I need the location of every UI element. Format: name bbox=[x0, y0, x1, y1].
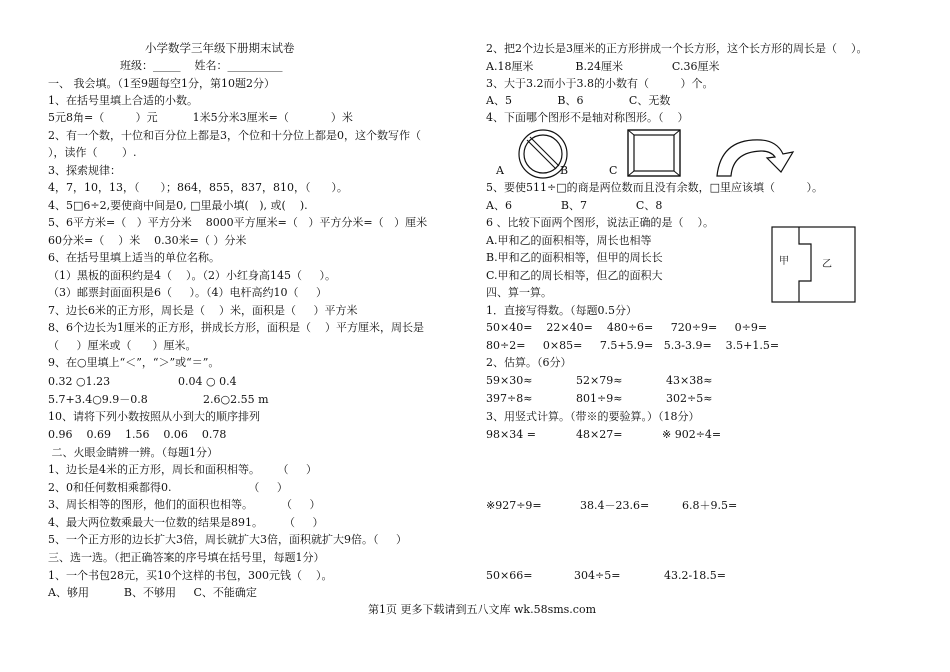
s1-q2-line1: 2、有一个数，十位和百分位上都是3，个位和十分位上都是0，这个数写作（ bbox=[48, 129, 421, 142]
s1-q9-a1: 0.32 ○1.23 bbox=[48, 375, 111, 388]
s2-q5: 5、一个正方形的边长扩大3倍，周长就扩大3倍，面积就扩大9倍。（ ） bbox=[48, 533, 407, 546]
s4-c2: 2、估算。（6分） bbox=[486, 356, 572, 369]
s2-q3: 3、周长相等的图形，他们的面积也相等。 （ ） bbox=[48, 498, 321, 511]
s1-q4: 4、5□6÷2,要使商中间是0, □里最小填( ), 或( ). bbox=[48, 199, 308, 212]
page-title: 小学数学三年级下册期末试卷 bbox=[145, 41, 295, 55]
section-4-heading: 四、算一算。 bbox=[486, 286, 552, 299]
s1-q2-line2: ），读作（ ）. bbox=[48, 146, 137, 159]
section-3-heading: 三、选一选。（把正确答案的序号填在括号里，每题1分） bbox=[48, 551, 325, 564]
s1-q5-line1: 5、6平方米=（ ）平方分米 8000平方厘米=（ ）平方分米=（ ）厘米 bbox=[48, 216, 428, 229]
s4-c3-b3: 6.8＋9.5= bbox=[682, 499, 738, 512]
s3-q6-option-c: C.甲和乙的周长相等，但乙的面积大 bbox=[486, 269, 663, 282]
s2-q2: 2、0和任何数相乘都得0. （ ） bbox=[48, 481, 288, 494]
s1-q10: 10、请将下列小数按照从小到大的顺序排列 bbox=[48, 410, 260, 423]
s4-c1-row1: 50×40= 22×40= 480÷6= 720÷9= 0÷9= bbox=[486, 321, 768, 334]
section-1-heading: 一、 我会填。（1至9题每空1分，第10题2分） bbox=[48, 77, 275, 90]
section-2-heading: 二、火眼金睛辨一辨。（每题1分） bbox=[48, 446, 218, 459]
s1-q8-line1: 8、6个边长为1厘米的正方形，拼成长方形，面积是（ ）平方厘米，周长是 bbox=[48, 321, 424, 334]
s4-c3-c1: 50×66= bbox=[486, 569, 533, 582]
s4-c3-c2: 304÷5= bbox=[574, 569, 621, 582]
s1-q5-line2: 60分米=（ ）米 0.30米=（ ）分米 bbox=[48, 234, 247, 247]
s1-q9-b1: 5.7+3.4○9.9－0.8 bbox=[48, 393, 148, 406]
s1-q6-line2: （3）邮票封面面积是6（ ）。（4）电杆高约10（ ） bbox=[48, 286, 327, 299]
s1-q10-items: 0.96 0.69 1.56 0.06 0.78 bbox=[48, 428, 227, 441]
fig-label-c: C bbox=[609, 164, 618, 177]
s3-q5-options: A、6 B、7 C、8 bbox=[486, 199, 663, 212]
s1-q1-items: 5元8角=（ ）元 1米5分米3厘米=（ ）米 bbox=[48, 111, 353, 124]
s4-c3-a3: ※ 902÷4= bbox=[662, 428, 722, 441]
s1-q9-b2: 2.6○2.55 m bbox=[203, 393, 269, 406]
s3-q2: 2、把2个边长是3厘米的正方形拼成一个长方形，这个长方形的周长是（ ）。 bbox=[486, 42, 868, 55]
student-info: 班级：_____ 姓名：__________ bbox=[120, 59, 283, 72]
s3-q5: 5、要使511÷□的商是两位数而且没有余数，□里应该填（ ）。 bbox=[486, 181, 823, 194]
s1-q6: 6、在括号里填上适当的单位名称。 bbox=[48, 251, 220, 264]
s4-c3-a1: 98×34 = bbox=[486, 428, 536, 441]
s3-q1: 1、一个书包28元，买10个这样的书包，300元钱（ ）。 bbox=[48, 569, 333, 582]
s4-c2-a2: 52×79≈ bbox=[576, 374, 623, 387]
s1-q9-a2: 0.04 ○ 0.4 bbox=[178, 375, 237, 388]
page-footer: 第1页 更多下载请到五八文库 wk.58sms.com bbox=[368, 603, 596, 616]
s2-q4: 4、最大两位数乘最大一位数的结果是891。 （ ） bbox=[48, 516, 324, 529]
s2-q1: 1、边长是4米的正方形，周长和面积相等。 （ ） bbox=[48, 463, 317, 476]
s1-q3-items: 4，7，10，13，（ ）；864，855，837，810，（ ）。 bbox=[48, 181, 348, 194]
s4-c2-a3: 43×38≈ bbox=[666, 374, 713, 387]
s3-q6: 6 、比较下面两个图形，说法正确的是（ ）。 bbox=[486, 216, 714, 229]
s4-c1: 1．直接写得数。（每题0.5分） bbox=[486, 304, 637, 317]
s4-c3-b1: ※927÷9= bbox=[486, 499, 542, 512]
fig-label-yi: 乙 bbox=[822, 259, 832, 270]
s3-q3-options: A、5 B、6 C、无数 bbox=[486, 94, 671, 107]
frame-square-figure bbox=[626, 128, 682, 178]
s4-c2-b3: 302÷5≈ bbox=[666, 392, 713, 405]
s4-c3-c3: 43.2-18.5= bbox=[664, 569, 726, 582]
s4-c2-b2: 801÷9≈ bbox=[576, 392, 623, 405]
s1-q7: 7、边长6米的正方形，周长是（ ）米，面积是（ ）平方米 bbox=[48, 304, 358, 317]
s3-q6-option-a: A.甲和乙的面积相等，周长也相等 bbox=[486, 234, 652, 247]
fig-label-jia: 甲 bbox=[779, 256, 789, 267]
s4-c1-row2: 80÷2= 0×85= 7.5+5.9= 5.3-3.9= 3.5+1.5= bbox=[486, 339, 780, 352]
s3-q3: 3、大于3.2而小于3.8的小数有（ ）个。 bbox=[486, 77, 714, 90]
s1-q6-line1: （1）黑板的面积约是4（ ）。（2）小红身高145（ ）。 bbox=[48, 269, 336, 282]
s1-q1: 1、在括号里填上合适的小数。 bbox=[48, 94, 198, 107]
s4-c3-b2: 38.4－23.6= bbox=[580, 499, 650, 512]
fig-label-a: A bbox=[496, 164, 504, 177]
s4-c2-b1: 397÷8≈ bbox=[486, 392, 533, 405]
s3-q1-options: A、够用 B、不够用 C、不能确定 bbox=[48, 586, 257, 599]
fig-label-b: B bbox=[560, 164, 569, 177]
s4-c3: 3、用竖式计算。（带※的要验算。）（18分） bbox=[486, 410, 700, 423]
s3-q2-options: A.18厘米 B.24厘米 C.36厘米 bbox=[486, 60, 720, 73]
s1-q9: 9、在○里填上“＜”，“＞”或“＝”。 bbox=[48, 356, 220, 369]
s3-q6-option-b: B.甲和乙的面积相等，但甲的周长长 bbox=[486, 251, 663, 264]
curved-arrow-figure bbox=[715, 132, 801, 178]
s4-c2-a1: 59×30≈ bbox=[486, 374, 533, 387]
s3-q4: 4、下面哪个图形不是轴对称图形。（ ） bbox=[486, 111, 689, 124]
s4-c3-a2: 48×27= bbox=[576, 428, 623, 441]
s1-q3: 3、探索规律： bbox=[48, 164, 121, 177]
s1-q8-line2: （ ）厘米或（ ）厘米。 bbox=[48, 339, 197, 352]
